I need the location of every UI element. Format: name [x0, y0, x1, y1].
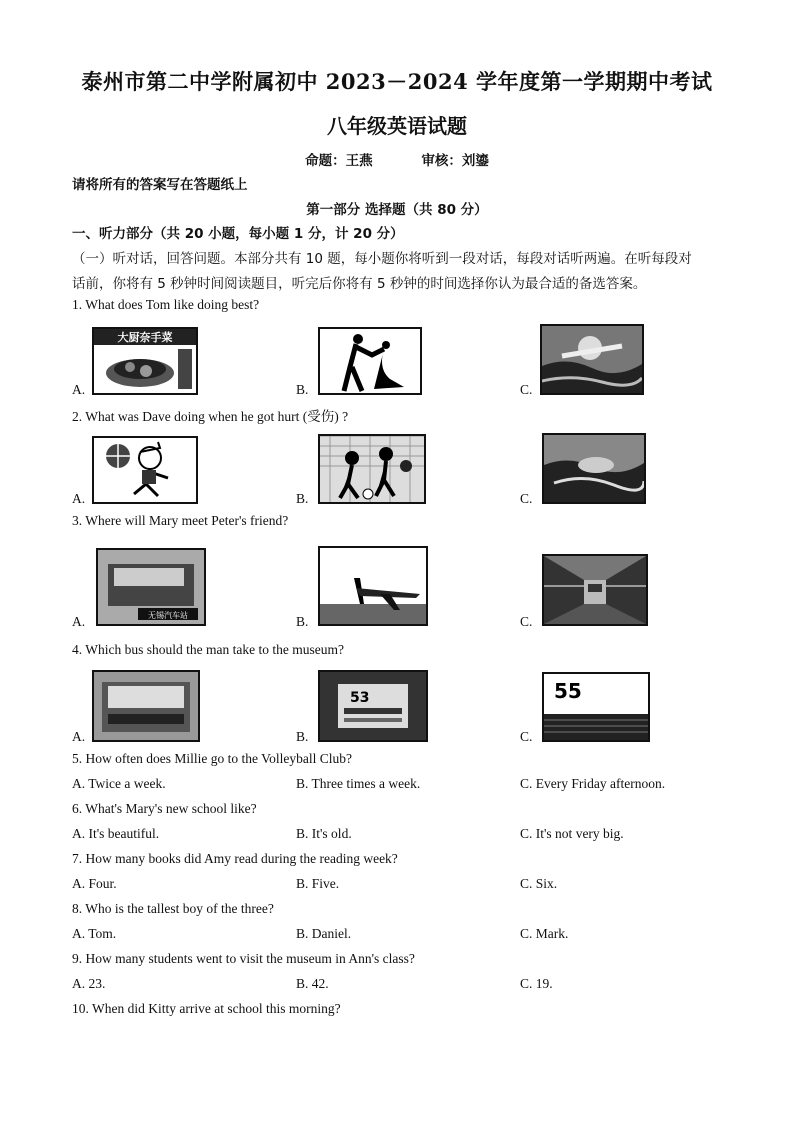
exam-subtitle: 八年级英语试题: [327, 114, 467, 138]
q4-option-b[interactable]: B.: [296, 729, 309, 744]
q7-option-b[interactable]: B. Five.: [296, 876, 340, 891]
football-picture: [318, 434, 426, 504]
q9-option-c[interactable]: C. 19.: [520, 976, 553, 991]
question-8: 8. Who is the tallest boy of the three?: [72, 901, 274, 916]
question-2: 2. What was Dave doing when he got hurt (受伤) ?: [72, 409, 349, 424]
q2-option-c[interactable]: C.: [520, 491, 533, 506]
bus-picture: [92, 670, 200, 742]
notice: 请将所有的答案写在答题纸上: [72, 177, 248, 193]
q5-option-c[interactable]: C. Every Friday afternoon.: [520, 776, 666, 791]
q3-option-a[interactable]: A.: [72, 614, 86, 629]
bus-station-picture: [96, 548, 206, 626]
q3-option-b[interactable]: B.: [296, 614, 309, 629]
q6-option-c[interactable]: C. It's not very big.: [520, 826, 624, 841]
exam-title: 泰州市第二中学附属初中 2023－2024 学年度第一学期期中考试: [81, 69, 713, 94]
airport-picture: [318, 546, 428, 626]
q3-option-c[interactable]: C.: [520, 614, 533, 629]
bus-55-picture: [542, 672, 650, 742]
question-10: 10. When did Kitty arrive at school this morning?: [72, 1001, 341, 1016]
q1-option-c[interactable]: C.: [520, 382, 533, 397]
bus-53-number: 53: [350, 690, 370, 706]
bus-53-picture: [318, 670, 428, 742]
q9-option-a[interactable]: A. 23.: [72, 976, 106, 991]
swimming-picture-2: [542, 433, 646, 504]
instructions-line-2: 话前，你将有 5 秒钟时间阅读题目，听完后你将有 5 秒钟的时间选择你认为最合适的备选答案。: [72, 276, 647, 292]
question-7: 7. How many books did Amy read during the reading week?: [72, 851, 398, 866]
q5-option-b[interactable]: B. Three times a week.: [296, 776, 421, 791]
q6-option-a[interactable]: A. It's beautiful.: [72, 826, 160, 841]
author: 命题：王燕: [305, 153, 373, 169]
bus-station-label: 无锡汽车站: [148, 611, 188, 620]
q5-option-a[interactable]: A. Twice a week.: [72, 776, 166, 791]
basketball-picture: [92, 436, 198, 504]
question-9: 9. How many students went to visit the museum in Ann's class?: [72, 951, 415, 966]
swimming-picture: [540, 324, 644, 395]
q1-option-b[interactable]: B.: [296, 382, 309, 397]
q2-option-b[interactable]: B.: [296, 491, 309, 506]
q1-option-a[interactable]: A.: [72, 382, 86, 397]
question-5: 5. How often does Millie go to the Volleyball Club?: [72, 751, 352, 766]
instructions-line-1: （一）听对话，回答问题。本部分共有 10 题，每小题你将听到一段对话，每段对话听两遍。在听每段对: [72, 251, 692, 267]
q8-option-c[interactable]: C. Mark.: [520, 926, 569, 941]
question-3: 3. Where will Mary meet Peter's friend?: [72, 513, 289, 528]
authors-line: [0, 149, 794, 169]
train-station-picture: [542, 554, 648, 626]
section1-title: 一、听力部分（共 20 小题，每小题 1 分，计 20 分）: [72, 226, 404, 242]
q4-option-c[interactable]: C.: [520, 729, 533, 744]
question-6: 6. What's Mary's new school like?: [72, 801, 257, 816]
question-1: 1. What does Tom like doing best?: [72, 297, 260, 312]
cooking-picture-label: 大厨奈手菜: [117, 331, 173, 344]
cooking-picture: [92, 327, 198, 395]
bus-55-number: 55: [554, 679, 582, 703]
reviewer: 审核：刘鎏: [421, 153, 489, 169]
q8-option-b[interactable]: B. Daniel.: [296, 926, 352, 941]
q7-option-c[interactable]: C. Six.: [520, 876, 558, 891]
q9-option-b[interactable]: B. 42.: [296, 976, 329, 991]
q8-option-a[interactable]: A. Tom.: [72, 926, 117, 941]
q7-option-a[interactable]: A. Four.: [72, 876, 117, 891]
q6-option-b[interactable]: B. It's old.: [296, 826, 352, 841]
q4-option-a[interactable]: A.: [72, 729, 86, 744]
part1-title: 第一部分 选择题（共 80 分）: [306, 202, 488, 218]
q2-option-a[interactable]: A.: [72, 491, 86, 506]
dancing-picture: [318, 327, 422, 395]
question-4: 4. Which bus should the man take to the museum?: [72, 642, 344, 657]
